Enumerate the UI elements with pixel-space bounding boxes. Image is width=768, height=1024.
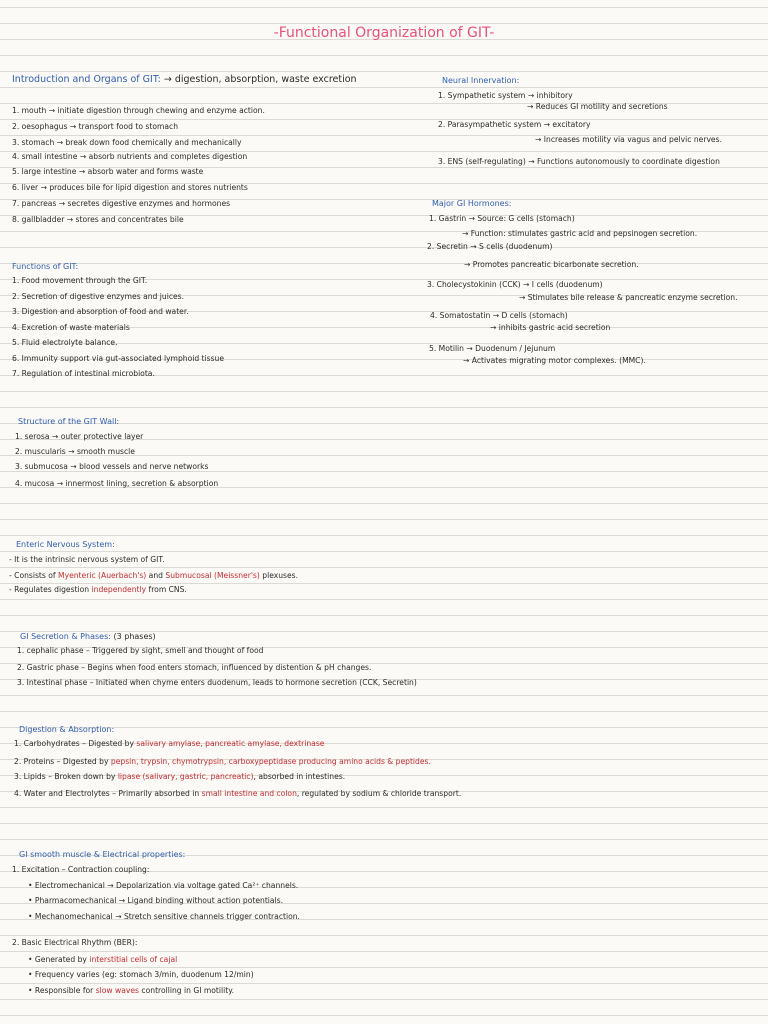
functions-item-5: 5. Fluid electrolyte balance. [12,338,118,347]
lipid-label: 3. Lipids – Broken down by [14,772,118,781]
intro-item-8: 8. gallbladder → stores and concentrates bile [12,215,184,224]
ber-generated-item [28,955,177,965]
cajal-cells: interstitial cells of cajal [89,955,178,964]
lipid-enzymes: lipase (salivary, gastric, pancreatic) [117,772,254,781]
ber-heading: 2. Basic Electrical Rhythm (BER): [12,938,138,947]
water-rest: , regulated by sodium & chloride transport. [296,789,462,798]
intro-item-4: 4. small intestine → absorb nutrients and completes digestion [12,152,248,161]
page-title: -Functional Organization of GIT- [273,25,495,41]
digestion-water [14,789,461,799]
functions-item-3: 3. Digestion and absorption of food and water. [12,307,189,316]
structure-item-4: 4. mucosa → innermost lining, secretion & absorption [15,479,219,488]
intro-heading-label: Introduction and Organs of GIT: [12,74,161,85]
functions-item-7: 7. Regulation of intestinal microbiota. [12,369,155,378]
ber-frequency-item: • Frequency varies (eg: stomach 3/min, duodenum 12/min) [28,970,254,979]
neural-sympathetic-effect: → Reduces GI motility and secretions [527,102,668,111]
intro-heading-rest: → digestion, absorption, waste excretion [163,74,357,85]
intro-item-3: 3. stomach → break down food chemically and mechanically [12,138,242,147]
hormone-secretin: 2. Secretin → S cells (duodenum) [427,242,553,251]
neural-heading: Neural Innervation: [442,76,520,85]
hormone-gastrin: 1. Gastrin → Source: G cells (stomach) [429,214,575,223]
water-label: 4. Water and Electrolytes – Primarily absorbed in [14,789,202,798]
lipid-rest: , absorbed in intestines. [253,772,346,781]
electromechanical-item: • Electromechanical → Depolarization via voltage gated Ca²⁺ channels. [28,881,299,890]
functions-heading: Functions of GIT: [12,262,79,271]
smooth-muscle-heading: GI smooth muscle & Electrical properties: [19,850,186,859]
submucosal-plexus: Submucosal (Meissner's) [165,571,260,580]
excitation-heading: 1. Excitation – Contraction coupling: [12,865,150,874]
intro-item-5: 5. large intestine → absorb water and forms waste [12,167,204,176]
enteric-line-3-c: from CNS. [146,585,187,594]
intro-item-1: 1. mouth → initiate digestion through chewing and enzyme action. [12,106,265,115]
carb-label: 1. Carbohydrates – Digested by [14,739,137,748]
enteric-line-3 [9,585,187,595]
enteric-line-2-e: plexuses. [259,571,299,580]
phases-item-3: 3. Intestinal phase – Initiated when chyme enters duodenum, leads to hormone secretion (CCK, Secretin) [17,678,417,687]
intro-item-7: 7. pancreas → secretes digestive enzymes and hormones [12,199,231,208]
intro-heading [12,75,357,85]
phases-heading [20,632,156,642]
phases-heading-rest: (3 phases) [110,632,156,641]
functions-item-1: 1. Food movement through the GIT. [12,276,148,285]
intro-item-2: 2. oesophagus → transport food to stomach [12,122,179,131]
water-site: small intestine and colon [201,789,297,798]
functions-item-6: 6. Immunity support via gut-associated lymphoid tissue [12,354,225,363]
ber-slow-waves-item [28,986,234,996]
enteric-line-1: - It is the intrinsic nervous system of GIT. [9,555,165,564]
enteric-line-3-a: - Regulates digestion [9,585,92,594]
hormone-gastrin-function: → Function: stimulates gastric acid and pepsinogen secretion. [462,229,698,238]
carb-enzymes: salivary amylase, pancreatic amylase, dextrinase [136,739,325,748]
enteric-line-2-a: - Consists of [9,571,59,580]
structure-heading: Structure of the GIT Wall: [18,417,120,426]
digestion-proteins [14,757,431,767]
neural-ens: 3. ENS (self-regulating) → Functions autonomously to coordinate digestion [438,157,720,166]
neural-sympathetic: 1. Sympathetic system → inhibitory [438,91,573,100]
digestion-heading: Digestion & Absorption: [19,725,115,734]
hormone-secretin-function: → Promotes pancreatic bicarbonate secretion. [464,260,639,269]
hormone-cck: 3. Cholecystokinin (CCK) → I cells (duodenum) [427,280,603,289]
hormone-somatostatin-function: → inhibits gastric acid secretion [490,323,611,332]
functions-item-4: 4. Excretion of waste materials [12,323,130,332]
protein-enzymes: pepsin, trypsin, chymotrypsin, carboxypeptidase producing amino acids & peptides. [110,757,431,766]
ber-generated-label: • Generated by [28,955,90,964]
slow-waves-text: slow waves [95,986,140,995]
enteric-line-2-c: and [146,571,166,580]
enteric-heading: Enteric Nervous System: [16,540,115,549]
hormone-cck-function: → Stimulates bile release & pancreatic enzyme secretion. [519,293,738,302]
myenteric-plexus: Myenteric (Auerbach's) [58,571,147,580]
hormones-heading: Major GI Hormones: [432,199,512,208]
slow-waves-rest: controlling in GI motility. [139,986,235,995]
digestion-lipids [14,772,345,782]
hormone-motilin: 5. Motilin → Duodenum / Jejunum [429,344,556,353]
independently-text: independently [91,585,147,594]
pharmacomechanical-item: • Pharmacomechanical → Ligand binding without action potentials. [28,896,284,905]
phases-heading-label: GI Secretion & Phases: [20,632,111,641]
protein-label: 2. Proteins – Digested by [14,757,111,766]
phases-item-1: 1. cephalic phase – Triggered by sight, smell and thought of food [17,646,264,655]
neural-parasympathetic-effect: → Increases motility via vagus and pelvic nerves. [535,135,722,144]
mechanomechanical-item: • Mechanomechanical → Stretch sensitive channels trigger contraction. [28,912,300,921]
neural-parasympathetic: 2. Parasympathetic system → excitatory [438,120,591,129]
hormone-motilin-function: → Activates migrating motor complexes. (MMC). [463,356,646,365]
enteric-line-2 [9,571,298,581]
functions-item-2: 2. Secretion of digestive enzymes and juices. [12,292,185,301]
intro-item-6: 6. liver → produces bile for lipid digestion and stores nutrients [12,183,248,192]
phases-item-2: 2. Gastric phase – Begins when food enters stomach, influenced by distention & pH changes. [17,663,372,672]
digestion-carbohydrates [14,739,324,749]
structure-item-3: 3. submucosa → blood vessels and nerve networks [15,462,209,471]
structure-item-1: 1. serosa → outer protective layer [15,432,144,441]
slow-waves-label: • Responsible for [28,986,96,995]
structure-item-2: 2. muscularis → smooth muscle [15,447,135,456]
hormone-somatostatin: 4. Somatostatin → D cells (stomach) [430,311,568,320]
